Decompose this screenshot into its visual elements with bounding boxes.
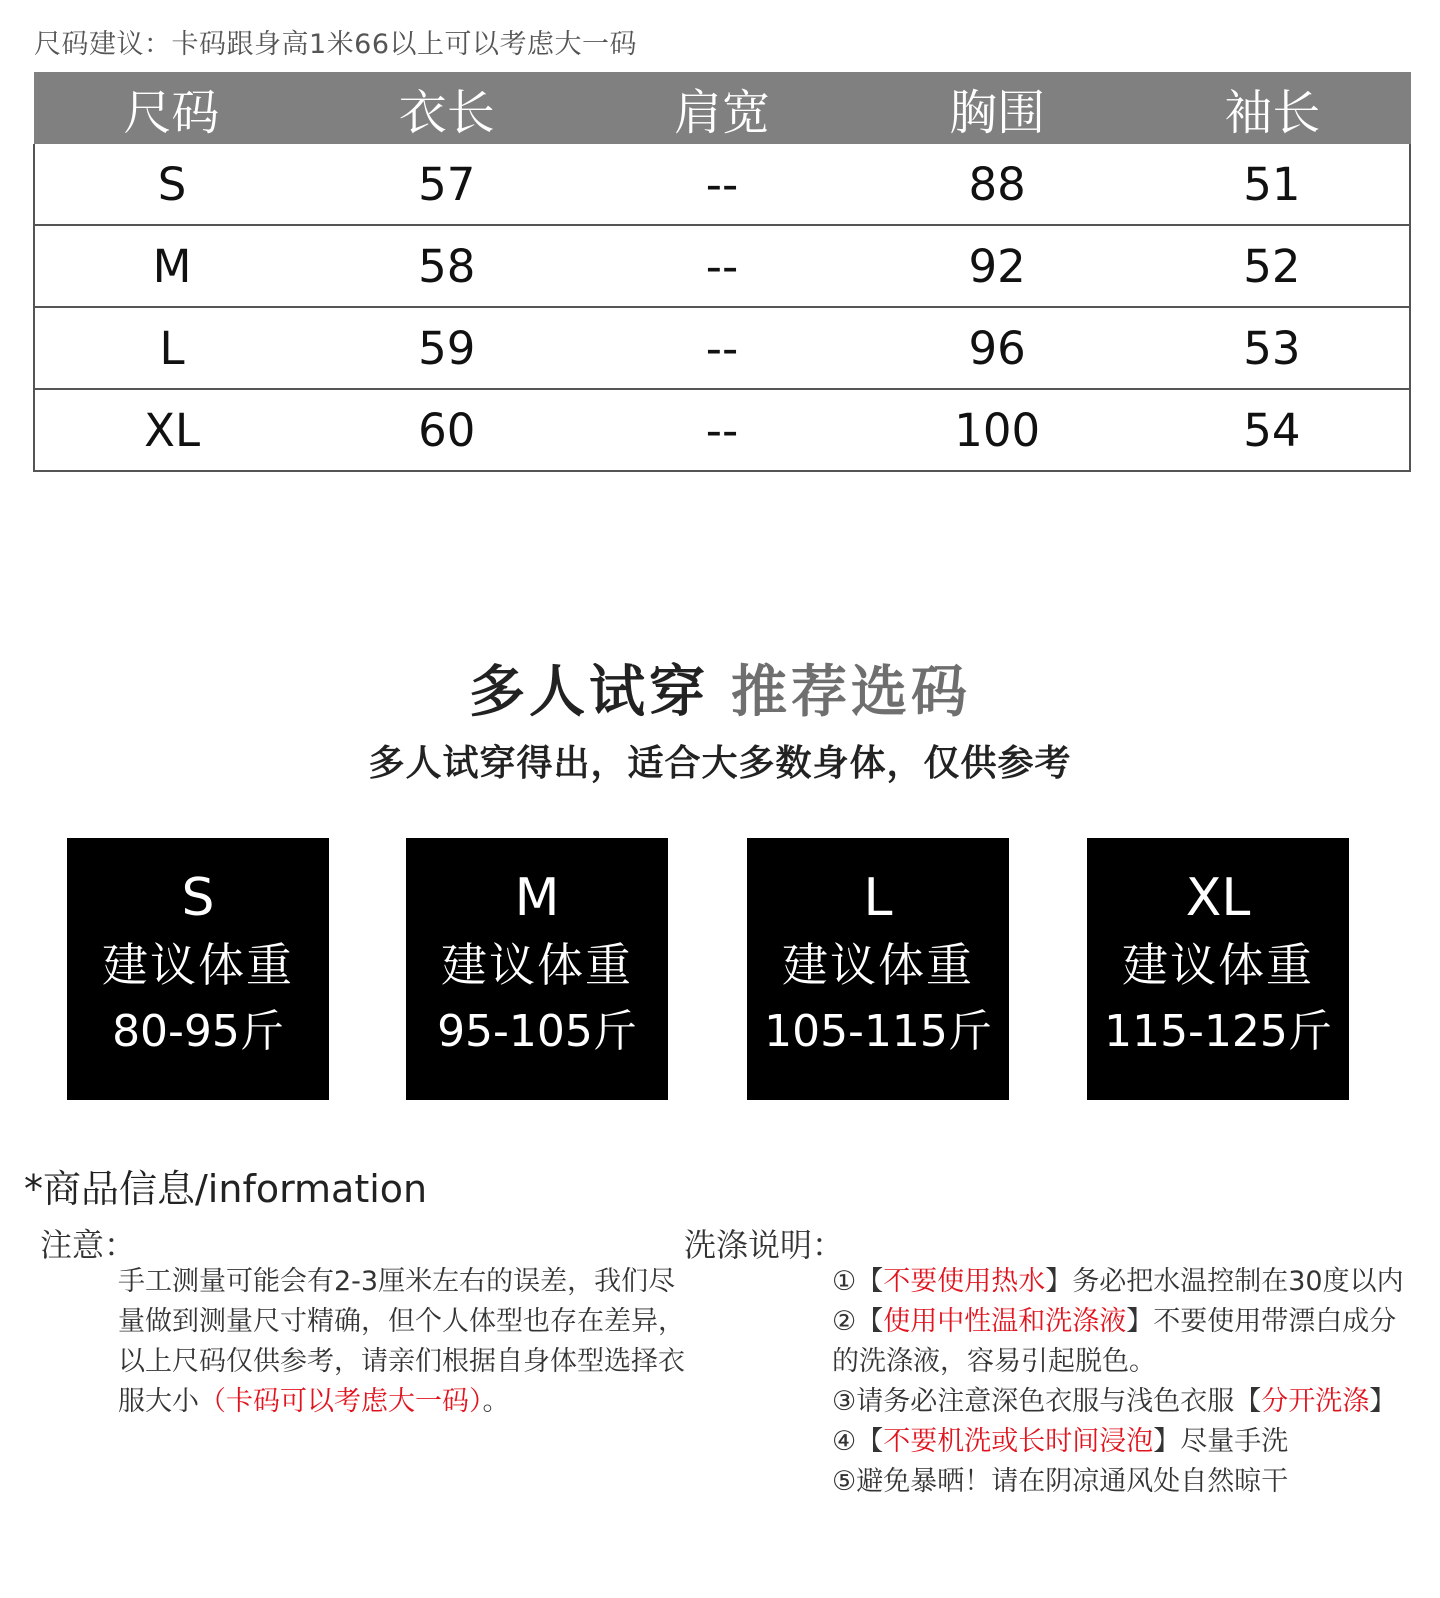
notice-text — [118, 1262, 686, 1422]
card-weight-range: 80-95斤 — [112, 1006, 284, 1057]
table-row — [34, 389, 1410, 471]
header-shoulder: 肩宽 — [584, 72, 859, 144]
wash-line-4 — [832, 1382, 1424, 1422]
size-table — [33, 72, 1411, 472]
notice-body: 手工测量可能会有2-3厘米左右的误差，我们尽量做到测量尺寸精确，但个人体型也存在差异，以上尺码仅供参考，请亲们根据自身体型选择衣服大小 — [118, 1266, 685, 1417]
cell-size: M — [34, 225, 309, 307]
cell-chest: 88 — [860, 144, 1135, 225]
cell-sleeve: 51 — [1135, 144, 1410, 225]
cell-shoulder: -- — [584, 389, 859, 471]
product-info-title: *商品信息/information — [24, 1167, 428, 1211]
wash-line-text: 】尽量手洗 — [1153, 1426, 1289, 1457]
card-weight-range: 95-105斤 — [437, 1006, 637, 1057]
cell-length: 57 — [309, 144, 584, 225]
cell-chest: 96 — [860, 307, 1135, 389]
wash-line-2 — [832, 1302, 1424, 1342]
wash-line-text: ①【 — [832, 1266, 884, 1297]
size-advice-note: 尺码建议：卡码跟身高1米66以上可以考虑大一码 — [34, 29, 638, 60]
wash-line-text: 】 — [1369, 1386, 1397, 1417]
notice-highlight: （卡码可以考虑大一码） — [199, 1386, 483, 1417]
cell-length: 58 — [309, 225, 584, 307]
header-size: 尺码 — [34, 72, 309, 144]
card-label: 建议体重 — [782, 938, 974, 992]
notice-label: 注意： — [40, 1226, 137, 1264]
card-size: S — [181, 868, 215, 928]
cell-sleeve: 54 — [1135, 389, 1410, 471]
size-table-header-row — [34, 72, 1410, 144]
size-cards — [0, 838, 1440, 1100]
cell-chest: 92 — [860, 225, 1135, 307]
header-sleeve: 袖长 — [1135, 72, 1410, 144]
size-card-l — [747, 838, 1009, 1100]
wash-line-text: ②【 — [832, 1306, 884, 1337]
recommend-title — [0, 648, 1440, 728]
cell-shoulder: -- — [584, 307, 859, 389]
card-label: 建议体重 — [1122, 938, 1314, 992]
card-weight-range: 115-125斤 — [1104, 1006, 1332, 1057]
card-size: L — [863, 868, 893, 928]
cell-shoulder: -- — [584, 144, 859, 225]
header-chest: 胸围 — [860, 72, 1135, 144]
recommend-title-dark: 多人试穿 — [469, 660, 709, 725]
wash-line-5 — [832, 1422, 1424, 1462]
cell-shoulder: -- — [584, 225, 859, 307]
table-row — [34, 307, 1410, 389]
cell-chest: 100 — [860, 389, 1135, 471]
wash-line-1 — [832, 1262, 1424, 1302]
cell-size: L — [34, 307, 309, 389]
wash-line-6: ⑤避免暴晒！请在阴凉通风处自然晾干 — [832, 1466, 1289, 1497]
wash-instructions — [832, 1262, 1424, 1502]
wash-line-text: 】不要使用带漂白成分 — [1126, 1306, 1397, 1337]
card-weight-range: 105-115斤 — [764, 1006, 992, 1057]
size-card-xl — [1087, 838, 1349, 1100]
card-label: 建议体重 — [441, 938, 633, 992]
notice-end: 。 — [482, 1386, 510, 1417]
cell-length: 60 — [309, 389, 584, 471]
recommend-title-grey: 推荐选码 — [731, 660, 971, 725]
wash-line-text: 】务必把水温控制在30度以内 — [1045, 1266, 1404, 1297]
wash-line-text: ③请务必注意深色衣服与浅色衣服【 — [832, 1386, 1262, 1417]
table-row — [34, 144, 1410, 225]
wash-line-highlight: 不要使用热水 — [883, 1266, 1046, 1297]
size-card-s — [67, 838, 329, 1100]
size-card-m — [406, 838, 668, 1100]
wash-label: 洗涤说明： — [684, 1226, 845, 1264]
cell-length: 59 — [309, 307, 584, 389]
wash-line-highlight: 使用中性温和洗涤液 — [883, 1306, 1127, 1337]
cell-sleeve: 52 — [1135, 225, 1410, 307]
wash-line-3: 的洗涤液，容易引起脱色。 — [832, 1346, 1156, 1377]
header-length: 衣长 — [309, 72, 584, 144]
cell-sleeve: 53 — [1135, 307, 1410, 389]
card-size: XL — [1185, 868, 1251, 928]
card-label: 建议体重 — [102, 938, 294, 992]
wash-line-highlight: 分开洗涤 — [1261, 1386, 1370, 1417]
cell-size: XL — [34, 389, 309, 471]
wash-line-highlight: 不要机洗或长时间浸泡 — [883, 1426, 1154, 1457]
cell-size: S — [34, 144, 309, 225]
wash-line-text: ④【 — [832, 1426, 884, 1457]
table-row — [34, 225, 1410, 307]
card-size: M — [514, 868, 560, 928]
recommend-subtitle: 多人试穿得出，适合大多数身体，仅供参考 — [368, 743, 1072, 784]
